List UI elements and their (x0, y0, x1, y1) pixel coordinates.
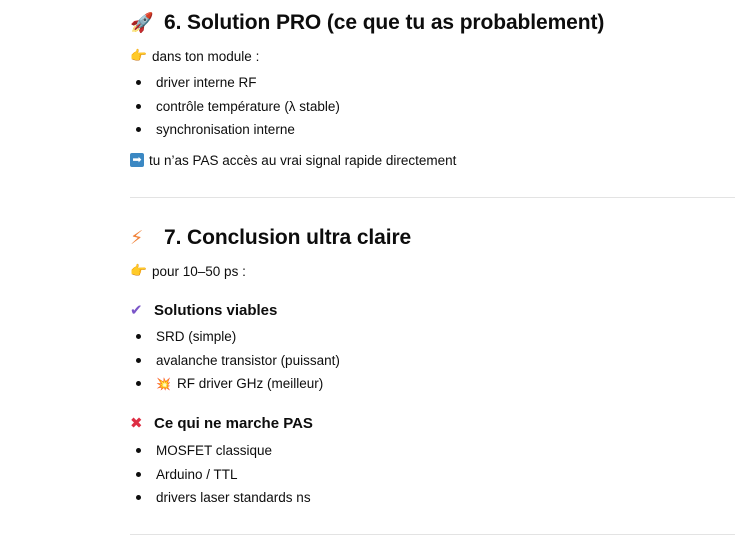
pointing-hand-icon: 👉 (130, 263, 147, 278)
list-item-text: drivers laser standards ns (156, 490, 311, 506)
rocket-icon: 🚀 (130, 13, 154, 34)
section-6-note-text: tu n’as PAS accès au vrai signal rapide directement (149, 152, 457, 168)
not-working-title: Ce qui ne marche PAS (154, 414, 313, 432)
lightning-icon: ⚡ (130, 227, 144, 249)
viable-solutions-list (130, 325, 340, 396)
list-item (130, 439, 311, 463)
bullet-icon (136, 104, 141, 109)
list-item-text: SRD (simple) (156, 329, 237, 345)
section-6-note (130, 149, 456, 171)
section-7-heading (130, 224, 411, 252)
not-working-heading (130, 412, 313, 434)
list-item (130, 463, 311, 487)
section-6-intro-text: dans ton module : (152, 48, 260, 64)
list-item-text: Arduino / TTL (156, 466, 238, 482)
section-6-heading (130, 9, 604, 37)
section-6-intro (130, 45, 259, 67)
bullet-icon (136, 358, 141, 363)
section-divider (130, 534, 735, 535)
section-6-title: 6. Solution PRO (ce que tu as probablement) (164, 11, 605, 34)
bullet-icon (136, 495, 141, 500)
viable-solutions-title: Solutions viables (154, 301, 278, 319)
section-7-intro-text: pour 10–50 ps : (152, 263, 246, 279)
section-divider (130, 197, 735, 198)
bullet-icon (136, 334, 141, 339)
list-item (130, 95, 340, 119)
list-item (130, 325, 340, 349)
cross-icon: ✖ (130, 415, 143, 432)
list-item-text: synchronisation interne (156, 122, 295, 138)
section-7-intro (130, 260, 246, 282)
list-item (130, 118, 340, 142)
list-item (130, 486, 311, 510)
list-item-text: avalanche transistor (puissant) (156, 352, 340, 368)
bullet-icon (136, 127, 141, 132)
list-item-text: RF driver GHz (meilleur) (176, 376, 324, 392)
bullet-icon (136, 80, 141, 85)
section-6 (130, 9, 604, 37)
pointing-hand-icon: 👉 (130, 48, 147, 63)
list-item (130, 71, 340, 95)
viable-solutions-heading (130, 299, 277, 321)
bullet-icon (136, 472, 141, 477)
list-item (130, 349, 340, 373)
list-item (130, 372, 340, 396)
not-working-list (130, 439, 311, 510)
list-item-text: driver interne RF (156, 75, 257, 91)
bullet-icon (136, 448, 141, 453)
bullet-icon (136, 381, 141, 386)
list-item-text: contrôle température (λ stable) (156, 98, 340, 114)
section-7-title: 7. Conclusion ultra claire (164, 226, 412, 249)
section-7 (130, 224, 411, 252)
section-6-list (130, 71, 340, 142)
check-icon: ✔ (130, 302, 143, 319)
collision-icon: 💥 (156, 376, 171, 391)
right-arrow-icon: ➡ (130, 153, 144, 167)
list-item-text: MOSFET classique (156, 443, 273, 459)
